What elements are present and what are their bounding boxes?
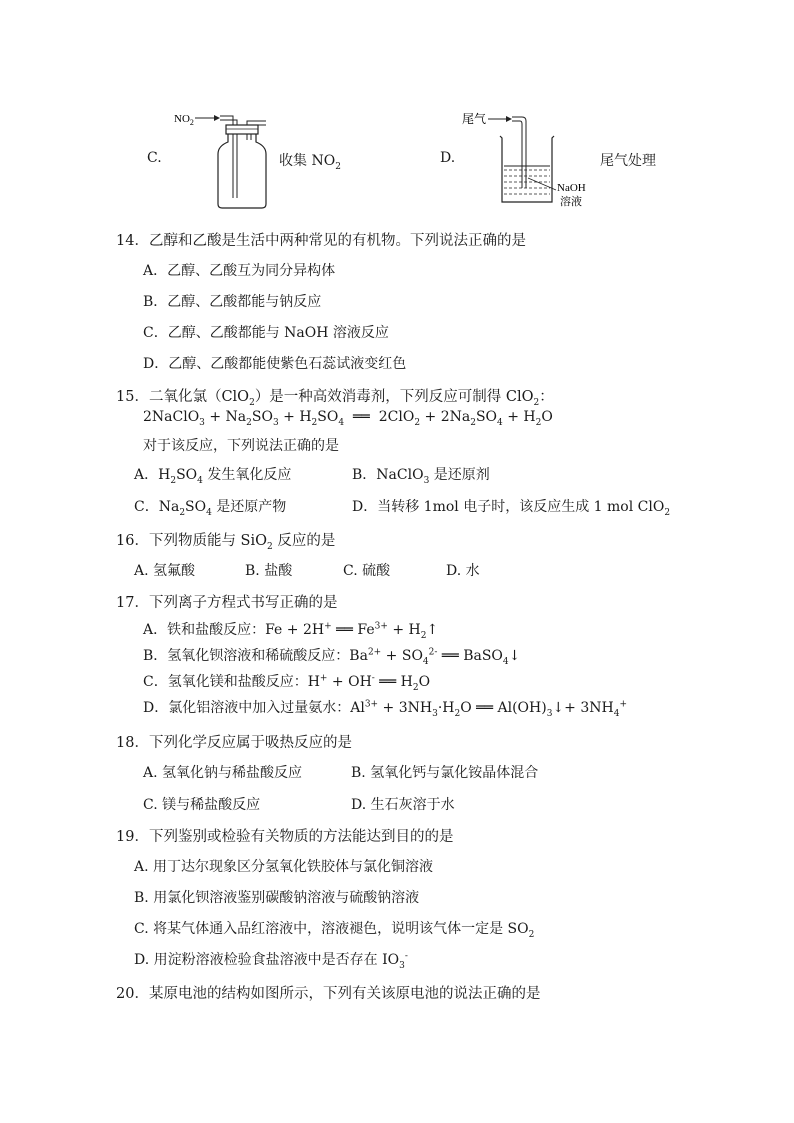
q16-option-c: C. 硫酸 — [343, 563, 391, 579]
tail-gas-beaker-figure — [458, 108, 598, 208]
q16-option-a: A. 氢氟酸 — [134, 563, 196, 579]
q19-option-d: D. 用淀粉溶液检验食盐溶液中是否存在 $IO_3^-$ — [134, 951, 408, 971]
q17-option-b: B．氢氧化钡溶液和稀硫酸反应：$Ba^{2+} + SO_4^{2-}$ ══ BaSO$_4$↓ — [143, 647, 521, 667]
question-15-stem: 15．二氧化氯（ClO$_2$）是一种高效消毒剂，下列反应可制得 ClO$_2$： — [116, 389, 554, 408]
q14-option-a: A．乙醇、乙酸互为同分异构体 — [143, 263, 336, 279]
q18-option-c: C. 镁与稀盐酸反应 — [143, 797, 261, 813]
question-18-stem: 18．下列化学反应属于吸热反应的是 — [116, 735, 352, 751]
tail-gas-label: 尾气 — [462, 112, 487, 126]
q16-option-b: B. 盐酸 — [245, 563, 293, 579]
question-17-stem: 17．下列离子方程式书写正确的是 — [116, 595, 338, 611]
q15-option-b: B．NaClO$_3$ 是还原剂 — [352, 467, 490, 486]
q15-sub-stem: 对于该反应，下列说法正确的是 — [143, 438, 339, 454]
q19-option-a: A. 用丁达尔现象区分氢氧化铁胶体与氯化铜溶液 — [134, 859, 434, 875]
naoh-label: NaOH — [557, 182, 586, 194]
q17-option-a: A．铁和盐酸反应：Fe + 2H+ ══ $Fe^{3+}$ + $H_2↑$ — [143, 621, 439, 641]
question-19-stem: 19．下列鉴别或检验有关物质的方法能达到目的的是 — [116, 829, 454, 845]
question-14-stem: 14．乙醇和乙酸是生活中两种常见的有机物。下列说法正确的是 — [116, 233, 526, 249]
option-d-caption: 尾气处理 — [600, 153, 656, 169]
option-d-label: D. — [440, 150, 456, 166]
q15-option-a: A．$H_2SO_4$ 发生氧化反应 — [134, 467, 292, 486]
question-20-stem: 20．某原电池的结构如图所示，下列有关该原电池的说法正确的是 — [116, 986, 541, 1002]
q14-option-c: C．乙醇、乙酸都能与 NaOH 溶液反应 — [143, 325, 389, 341]
q17-option-c: C．氢氧化镁和盐酸反应：H+ + OH- ══ $H_2O$ — [143, 673, 431, 693]
q14-option-b: B．乙醇、乙酸都能与钠反应 — [143, 294, 322, 310]
q18-option-b: B. 氢氧化钙与氯化铵晶体混合 — [351, 765, 539, 781]
q17-option-d: D．氯化铝溶液中加入过量氨水：$Al^{3+} + 3NH_3\cdot H_2O$ ══ $Al(OH)_3↓+ 3NH_4^+$ — [143, 699, 627, 719]
q15-option-c: C．$Na_2SO_4$ 是还原产物 — [134, 499, 287, 518]
no2-inlet-label: $NO_2$ — [174, 113, 194, 127]
q16-option-d: D. 水 — [446, 563, 480, 579]
question-16-stem: 16．下列物质能与 SiO$_2$ 反应的是 — [116, 533, 336, 552]
q18-option-d: D. 生石灰溶于水 — [351, 797, 455, 813]
q15-equation: 2NaClO$_3$ + $Na_2SO_3 + H_2SO_4$ ══ $2ClO_2 + 2Na_2SO_4 + H_2O$ — [143, 409, 553, 428]
gas-collection-bottle-figure — [170, 108, 280, 212]
solution-label: 溶液 — [560, 196, 582, 208]
q15-option-d: D．当转移 1mol 电子时，该反应生成 1 mol ClO$_2$ — [352, 499, 671, 518]
q19-option-b: B. 用氯化钡溶液鉴别碳酸钠溶液与硫酸钠溶液 — [134, 890, 420, 906]
option-c-caption: 收集 $NO_2$ — [279, 153, 341, 172]
option-c-label: C. — [147, 150, 162, 166]
q14-option-d: D．乙醇、乙酸都能使紫色石蕊试液变红色 — [143, 356, 407, 372]
q19-option-c: C. 将某气体通入品红溶液中，溶液褪色，说明该气体一定是 $SO_2$ — [134, 921, 535, 940]
q18-option-a: A. 氢氧化钠与稀盐酸反应 — [143, 765, 303, 781]
